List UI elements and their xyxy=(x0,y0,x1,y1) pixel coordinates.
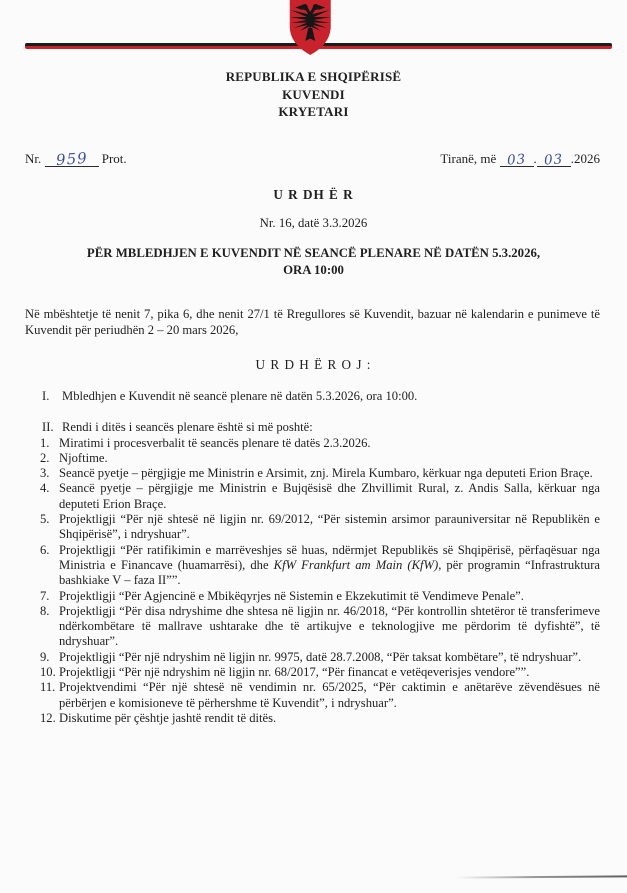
ordered-point-i xyxy=(25,389,600,404)
item-text-italic: KfW Frankfurt am Main (KfW) xyxy=(273,557,439,572)
day-handwritten: 03 xyxy=(506,150,527,169)
list-item xyxy=(25,436,600,451)
item-text: Seancë pyetje – përgjigje me Ministrin e Arsimit, znj. Mirela Kumbaro, kërkuar nga deputeti Erion Braçe. xyxy=(59,466,593,481)
list-item xyxy=(25,543,600,589)
protocol-date-row xyxy=(25,148,600,170)
item-text: Njoftime. xyxy=(59,450,108,465)
list-item xyxy=(25,451,600,466)
nr-label: Nr. xyxy=(25,151,42,166)
item-number: 6. xyxy=(40,542,50,557)
protocol-number xyxy=(25,148,127,170)
office-title: KRYETARI xyxy=(278,104,349,119)
list-item xyxy=(25,604,600,650)
item-number: 12. xyxy=(40,710,56,725)
letterhead-titles xyxy=(0,68,627,121)
agenda-list xyxy=(25,436,600,727)
year-suffix: .2026 xyxy=(570,150,600,166)
item-number: 4. xyxy=(40,481,50,496)
order-title-line2: ORA 10:00 xyxy=(283,263,344,277)
item-text: Diskutime për çështje jashtë rendit të ditës. xyxy=(59,710,277,725)
list-item xyxy=(25,665,600,680)
preamble: Në mbështetje të nenit 7, pika 6, dhe nenit 27/1 të Rregullores së Kuvendit, bazuar në kalendarin e punimeve të Kuvendit për periudhën 2 – 20 mars 2026, xyxy=(25,307,600,337)
list-item xyxy=(25,711,600,726)
list-item xyxy=(25,650,600,665)
list-item xyxy=(25,481,600,512)
item-number: 1. xyxy=(40,435,50,450)
order-number-line: Nr. 16, datë 3.3.2026 xyxy=(259,216,368,230)
item-text: Projektligji “Për një ndryshim në ligjin nr. 68/2017, “Për financat e vetëqeverisjes vendore””. xyxy=(59,665,530,680)
item-number: 2. xyxy=(40,450,50,465)
protocol-number-line xyxy=(45,148,99,170)
place-date xyxy=(440,151,600,168)
item-text: Miratimi i procesverbalit të seancës plenare të datës 2.3.2026. xyxy=(59,435,371,450)
item-number: 5. xyxy=(40,512,50,527)
item-number: 7. xyxy=(40,588,50,603)
list-item xyxy=(25,680,600,711)
list-item xyxy=(25,512,600,543)
item-text-part1: Projektligji “Për ratifikimin e marrëveshjes së huas, ndërmjet Republikës së Shqipërisë, përfaqësuar nga Ministria e Financave (huamarrësi), dhe xyxy=(59,542,600,572)
item-text: Projektligji “Për një ndryshim në ligjin nr. 9975, datë 28.7.2008, “Për taksat kombëtare”, të ndryshuar”. xyxy=(59,649,582,664)
day-line xyxy=(500,152,534,168)
protocol-number-handwritten: 959 xyxy=(55,148,88,170)
order-heading: U R DH Ë R xyxy=(273,187,354,202)
scan-edge-line xyxy=(455,875,627,878)
month-line xyxy=(537,152,571,168)
item-text xyxy=(59,543,600,588)
month-handwritten: 03 xyxy=(543,150,564,169)
ordered-point-ii xyxy=(25,420,600,435)
republic-title: REPUBLIKA E SHQIPËRISË xyxy=(225,69,402,84)
point-i-text: Mbledhjen e Kuvendit në seancë plenare në datën 5.3.2026, ora 10:00. xyxy=(62,389,418,403)
item-number: 10. xyxy=(40,665,56,680)
list-item xyxy=(25,589,600,604)
prot-label: Prot. xyxy=(101,151,127,166)
decree-word: U R D H Ë R O J : xyxy=(255,357,372,372)
order-title-line1: PËR MBLEDHJEN E KUVENDIT NË SEANCË PLENARE NË DATËN 5.3.2026, xyxy=(86,246,541,260)
item-text: Projektligji “Për një shtesë në ligjin nr. 69/2012, “Për sistemin arsimor parauniversitar në Republikën e Shqipërisë”, i ndryshuar”. xyxy=(59,512,600,542)
item-number: 9. xyxy=(40,649,50,664)
item-number: 3. xyxy=(40,466,50,481)
date-separator: . xyxy=(533,150,537,166)
albanian-eagle-emblem-icon xyxy=(286,0,333,56)
item-text-part2: , për programin “Infrastruktura bashkiake V – faza II””. xyxy=(59,557,600,588)
point-ii-text: Rendi i ditës i seancës plenare është si më poshtë: xyxy=(62,420,313,435)
item-text: Seancë pyetje – përgjigje me Ministrin e Bujqësisë dhe Zhvillimit Rural, z. Andis Salla, kërkuar nga deputeti Erion Braçe. xyxy=(59,481,600,511)
point-ii-number: II. xyxy=(42,420,54,435)
item-text: Projektligji “Për Agjencinë e Mbikëqyrjes në Sistemin e Ekzekutimit të Vendimeve Penale”. xyxy=(59,588,524,603)
institution-title: KUVENDI xyxy=(282,86,345,102)
list-item xyxy=(25,466,600,481)
item-number: 8. xyxy=(40,603,50,618)
item-text: Projektligji “Për disa ndryshime dhe shtesa në ligjin nr. 46/2018, “Për kontrollin shtetëror të transferimeve ndërkombëtare të mallrave ushtarake dhe të artikujve e teknologjive me përdorim të dyfishtë”, të ndryshuar”. xyxy=(59,603,600,649)
letterhead-band xyxy=(0,0,627,58)
place-date-label: Tiranë, më xyxy=(440,150,497,166)
order-title xyxy=(0,245,627,279)
item-text: Projektvendimi “Për një shtesë në vendimin nr. 65/2025, “Për caktimin e anëtarëve zëvendësues në përbërjen e komisioneve të përhershme të Kuvendit”, i ndryshuar”. xyxy=(59,680,600,710)
point-i-number: I. xyxy=(42,389,50,403)
item-number: 11. xyxy=(40,680,56,695)
